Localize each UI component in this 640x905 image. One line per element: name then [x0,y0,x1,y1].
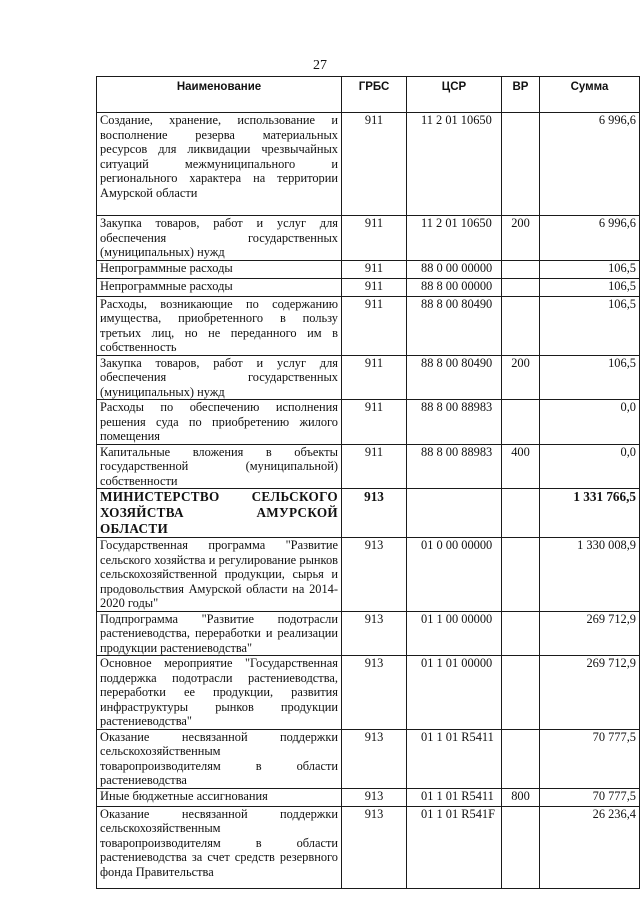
row-name-cell: Закупка товаров, работ и услуг для обеспечения государственных (муниципальных) нужд [97,216,342,261]
row-grbs-cell: 911 [342,113,407,216]
budget-table [96,76,640,889]
row-csr-cell: 88 8 00 88983 [407,444,502,489]
row-sum-cell: 1 331 766,5 [540,489,640,538]
column-header-sum: Сумма [540,77,640,113]
row-vr-cell [502,489,540,538]
row-grbs-cell: 913 [342,489,407,538]
table-row [97,656,640,730]
row-sum-cell: 6 996,6 [540,113,640,216]
row-vr-cell: 800 [502,788,540,806]
row-sum-cell: 0,0 [540,400,640,445]
row-grbs-cell: 913 [342,806,407,888]
row-grbs-cell: 911 [342,444,407,489]
row-csr-cell: 01 1 01 00000 [407,656,502,730]
row-name-cell: Непрограммные расходы [97,260,342,278]
row-sum-cell: 1 330 008,9 [540,538,640,612]
table-row [97,296,640,355]
row-vr-cell [502,278,540,296]
table-row [97,216,640,261]
row-csr-cell: 11 2 01 10650 [407,113,502,216]
row-name-cell: Иные бюджетные ассигнования [97,788,342,806]
row-grbs-cell: 911 [342,216,407,261]
row-sum-cell: 106,5 [540,278,640,296]
row-name-cell: Создание, хранение, использование и восполнение резерва материальных ресурсов для ликвидации чрезвычайных ситуаций межмуниципального и регионального характера на территории Амурской области [97,113,342,216]
row-name-cell: Государственная программа "Развитие сельского хозяйства и регулирование рынков сельскохозяйственной продукции, сырья и продовольствия Амурской области на 2014-2020 годы" [97,538,342,612]
row-sum-cell: 6 996,6 [540,216,640,261]
row-name-cell: Непрограммные расходы [97,278,342,296]
column-header-vr: ВР [502,77,540,113]
table-row [97,806,640,888]
row-vr-cell [502,400,540,445]
row-vr-cell: 200 [502,355,540,400]
row-sum-cell: 70 777,5 [540,788,640,806]
row-name-cell: Подпрограмма "Развитие подотрасли растениеводства, переработки и реализации продукции растениеводства" [97,611,342,656]
row-sum-cell: 70 777,5 [540,729,640,788]
table-row [97,788,640,806]
table-header-row [97,77,640,113]
row-grbs-cell: 911 [342,296,407,355]
row-name-cell: Расходы, возникающие по содержанию имущества, приобретенного в пользу третьих лиц, но не переданного им в собственность [97,296,342,355]
column-header-name: Наименование [97,77,342,113]
table-row [97,400,640,445]
row-vr-cell [502,538,540,612]
row-csr-cell: 01 1 00 00000 [407,611,502,656]
row-grbs-cell: 913 [342,538,407,612]
row-grbs-cell: 913 [342,656,407,730]
row-grbs-cell: 913 [342,611,407,656]
table-row [97,444,640,489]
row-name-cell: МИНИСТЕРСТВО СЕЛЬСКОГО ХОЗЯЙСТВА АМУРСКОЙ ОБЛАСТИ [97,489,342,538]
row-sum-cell: 269 712,9 [540,611,640,656]
row-csr-cell: 01 0 00 00000 [407,538,502,612]
row-grbs-cell: 911 [342,278,407,296]
row-vr-cell [502,296,540,355]
row-grbs-cell: 911 [342,400,407,445]
table-row [97,489,640,538]
row-csr-cell: 88 8 00 80490 [407,355,502,400]
row-vr-cell: 200 [502,216,540,261]
column-header-csr: ЦСР [407,77,502,113]
row-name-cell: Капитальные вложения в объекты государственной (муниципальной) собственности [97,444,342,489]
row-name-cell: Закупка товаров, работ и услуг для обеспечения государственных (муниципальных) нужд [97,355,342,400]
page-number: 27 [313,58,327,73]
row-name-cell: Расходы по обеспечению исполнения решения суда по приобретению жилого помещения [97,400,342,445]
row-vr-cell [502,656,540,730]
row-grbs-cell: 913 [342,729,407,788]
row-csr-cell: 11 2 01 10650 [407,216,502,261]
table-row [97,278,640,296]
row-grbs-cell: 913 [342,788,407,806]
table-row [97,611,640,656]
row-name-cell: Оказание несвязанной поддержки сельскохозяйственным товаропроизводителям в области растениеводства за счет средств резервного фонда Правительства [97,806,342,888]
table-row [97,260,640,278]
row-sum-cell: 26 236,4 [540,806,640,888]
row-csr-cell: 01 1 01 R5411 [407,729,502,788]
table-row [97,538,640,612]
row-csr-cell [407,489,502,538]
table-row [97,729,640,788]
row-sum-cell: 106,5 [540,296,640,355]
row-vr-cell [502,729,540,788]
row-vr-cell [502,260,540,278]
table-body [97,113,640,889]
row-vr-cell [502,611,540,656]
row-csr-cell: 88 0 00 00000 [407,260,502,278]
row-csr-cell: 88 8 00 88983 [407,400,502,445]
row-vr-cell: 400 [502,444,540,489]
column-header-grbs: ГРБС [342,77,407,113]
row-csr-cell: 01 1 01 R541F [407,806,502,888]
row-name-cell: Оказание несвязанной поддержки сельскохозяйственным товаропроизводителям в области растениеводства [97,729,342,788]
row-sum-cell: 269 712,9 [540,656,640,730]
row-sum-cell: 106,5 [540,355,640,400]
row-vr-cell [502,806,540,888]
row-sum-cell: 106,5 [540,260,640,278]
row-csr-cell: 88 8 00 80490 [407,296,502,355]
row-grbs-cell: 911 [342,355,407,400]
row-name-cell: Основное мероприятие "Государственная поддержка подотрасли растениеводства, переработки ее продукции, развития инфраструктуры рынков продукции растениеводства" [97,656,342,730]
row-vr-cell [502,113,540,216]
row-csr-cell: 88 8 00 00000 [407,278,502,296]
row-csr-cell: 01 1 01 R5411 [407,788,502,806]
row-sum-cell: 0,0 [540,444,640,489]
table-row [97,113,640,216]
row-grbs-cell: 911 [342,260,407,278]
table-row [97,355,640,400]
